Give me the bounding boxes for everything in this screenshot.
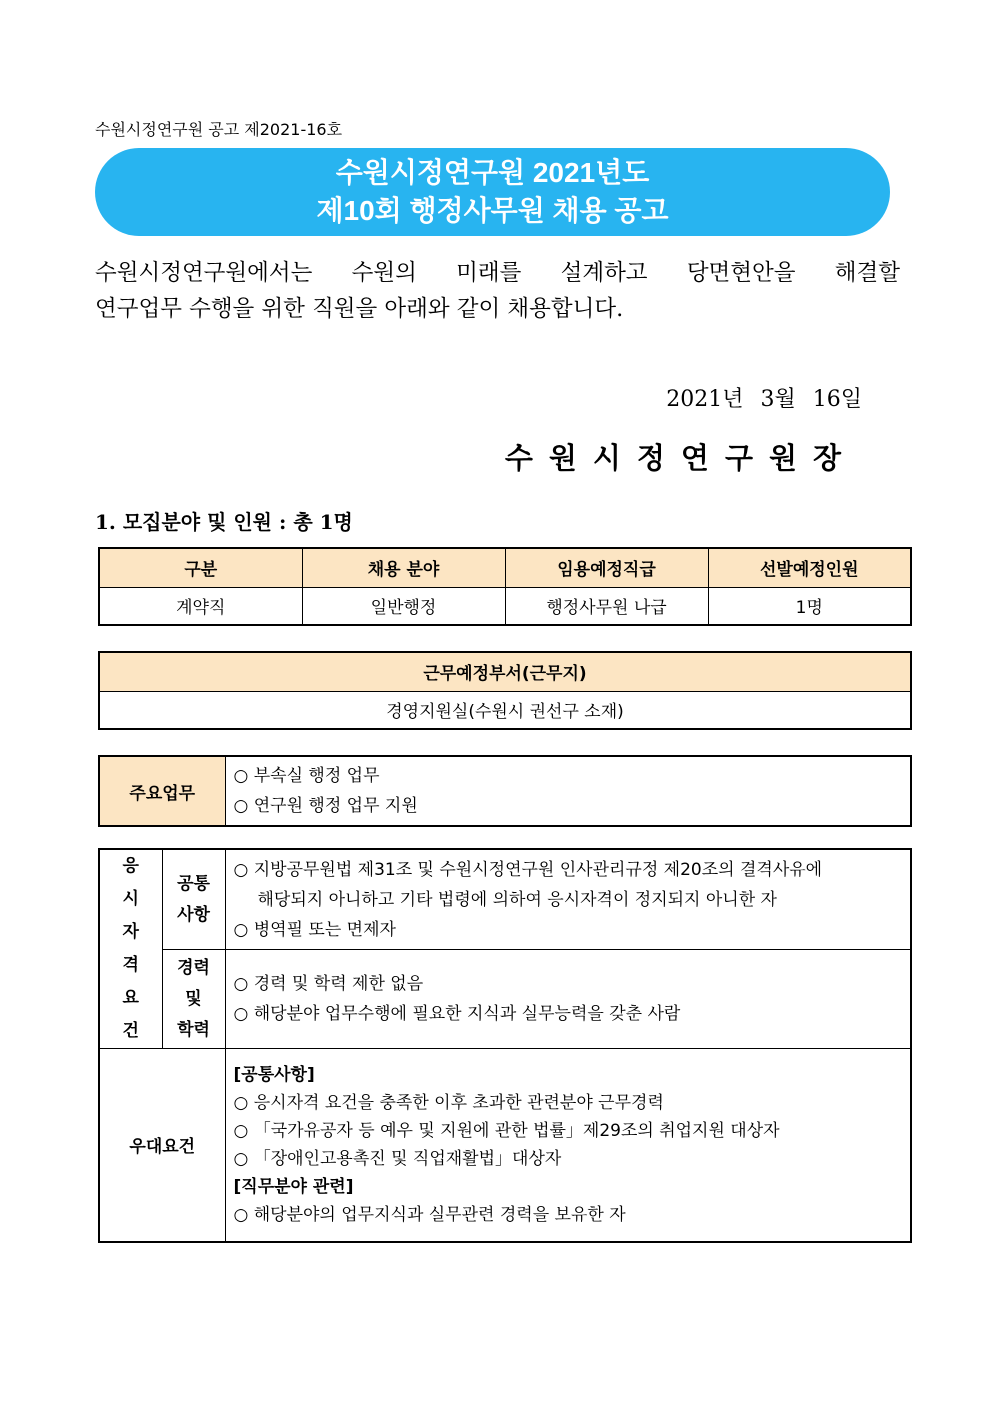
intro-word: 당면현안을 [686, 260, 796, 286]
eligibility-label: 응시자격요건 [99, 849, 162, 1049]
recruit-cell: 1명 [708, 587, 911, 625]
career-item: ○ 해당분야 업무수행에 필요한 지식과 실무능력을 갖춘 사람 [233, 1004, 681, 1024]
intro-line-2: 연구업무 수행을 위한 직원을 아래와 같이 채용합니다. [95, 296, 624, 322]
notice-date: 2021년 3월 16일 [666, 387, 862, 412]
common-item: ○ 지방공무원법 제31조 및 수원시정연구원 인사관리규정 제20조의 결격사유에 [233, 859, 823, 880]
pref-common-head: [공통사항] [233, 1064, 315, 1085]
signer-name: 수원시정연구원장 [504, 441, 857, 475]
intro-word: 수원시정연구원에서는 [95, 260, 313, 286]
recruit-table [98, 547, 912, 626]
common-item: ○ 병역필 또는 면제자 [233, 919, 396, 940]
recruit-cell: 계약직 [99, 587, 302, 625]
duty-item: ○ 연구원 행정 업무 지원 [233, 796, 418, 816]
recruit-cell: 일반행정 [302, 587, 505, 625]
intro-word: 설계하고 [560, 260, 648, 286]
title-line-2: 제10회 행정사무원 채용 공고 [316, 195, 669, 226]
pref-job-head: [직무분야 관련] [233, 1176, 354, 1197]
recruit-cell: 행정사무원 나급 [505, 587, 708, 625]
dept-header: 근무예정부서(근무지) [99, 652, 911, 691]
common-requirements [225, 849, 911, 950]
dept-value: 경영지원실(수원시 권선구 소재) [99, 691, 911, 729]
intro-word: 미래를 [456, 260, 522, 286]
recruit-header: 구분 [99, 548, 302, 587]
career-item: ○ 경력 및 학력 제한 없음 [233, 974, 424, 994]
pref-item: ○ 「국가유공자 등 예우 및 지원에 관한 법률」제29조의 취업지원 대상자 [233, 1120, 780, 1141]
intro-word: 수원의 [351, 260, 417, 286]
dept-table [98, 651, 912, 730]
duties-content [225, 756, 911, 826]
common-item: 해당되지 아니하고 기타 법령에 의하여 응시자격이 정지되지 아니한 자 [257, 889, 777, 910]
title-line-1: 수원시정연구원 2021년도 [335, 157, 650, 188]
intro-line-1 [95, 255, 900, 291]
career-label: 경력 및 학력 [162, 950, 225, 1049]
recruit-header: 임용예정직급 [505, 548, 708, 587]
title-banner [95, 148, 890, 236]
section-1-heading: 1. 모집분야 및 인원 : 총 1명 [95, 510, 353, 534]
qualification-table [98, 848, 912, 1243]
intro-paragraph [95, 255, 900, 327]
duties-table [98, 755, 912, 827]
pref-item: ○ 해당분야의 업무지식과 실무관련 경력을 보유한 자 [233, 1204, 626, 1225]
duty-item: ○ 부속실 행정 업무 [233, 766, 380, 786]
intro-word: 해결할 [834, 260, 900, 286]
preference-label: 우대요건 [99, 1049, 225, 1242]
pref-item: ○ 「장애인고용촉진 및 직업재활법」대상자 [233, 1148, 562, 1169]
common-label: 공통 사항 [162, 849, 225, 950]
notice-number: 수원시정연구원 공고 제2021-16호 [95, 120, 343, 139]
recruit-header: 채용 분야 [302, 548, 505, 587]
recruit-header: 선발예정인원 [708, 548, 911, 587]
preference-content [225, 1049, 911, 1242]
duties-label: 주요업무 [99, 756, 225, 826]
pref-item: ○ 응시자격 요건을 충족한 이후 초과한 관련분야 근무경력 [233, 1092, 664, 1113]
career-requirements [225, 950, 911, 1049]
